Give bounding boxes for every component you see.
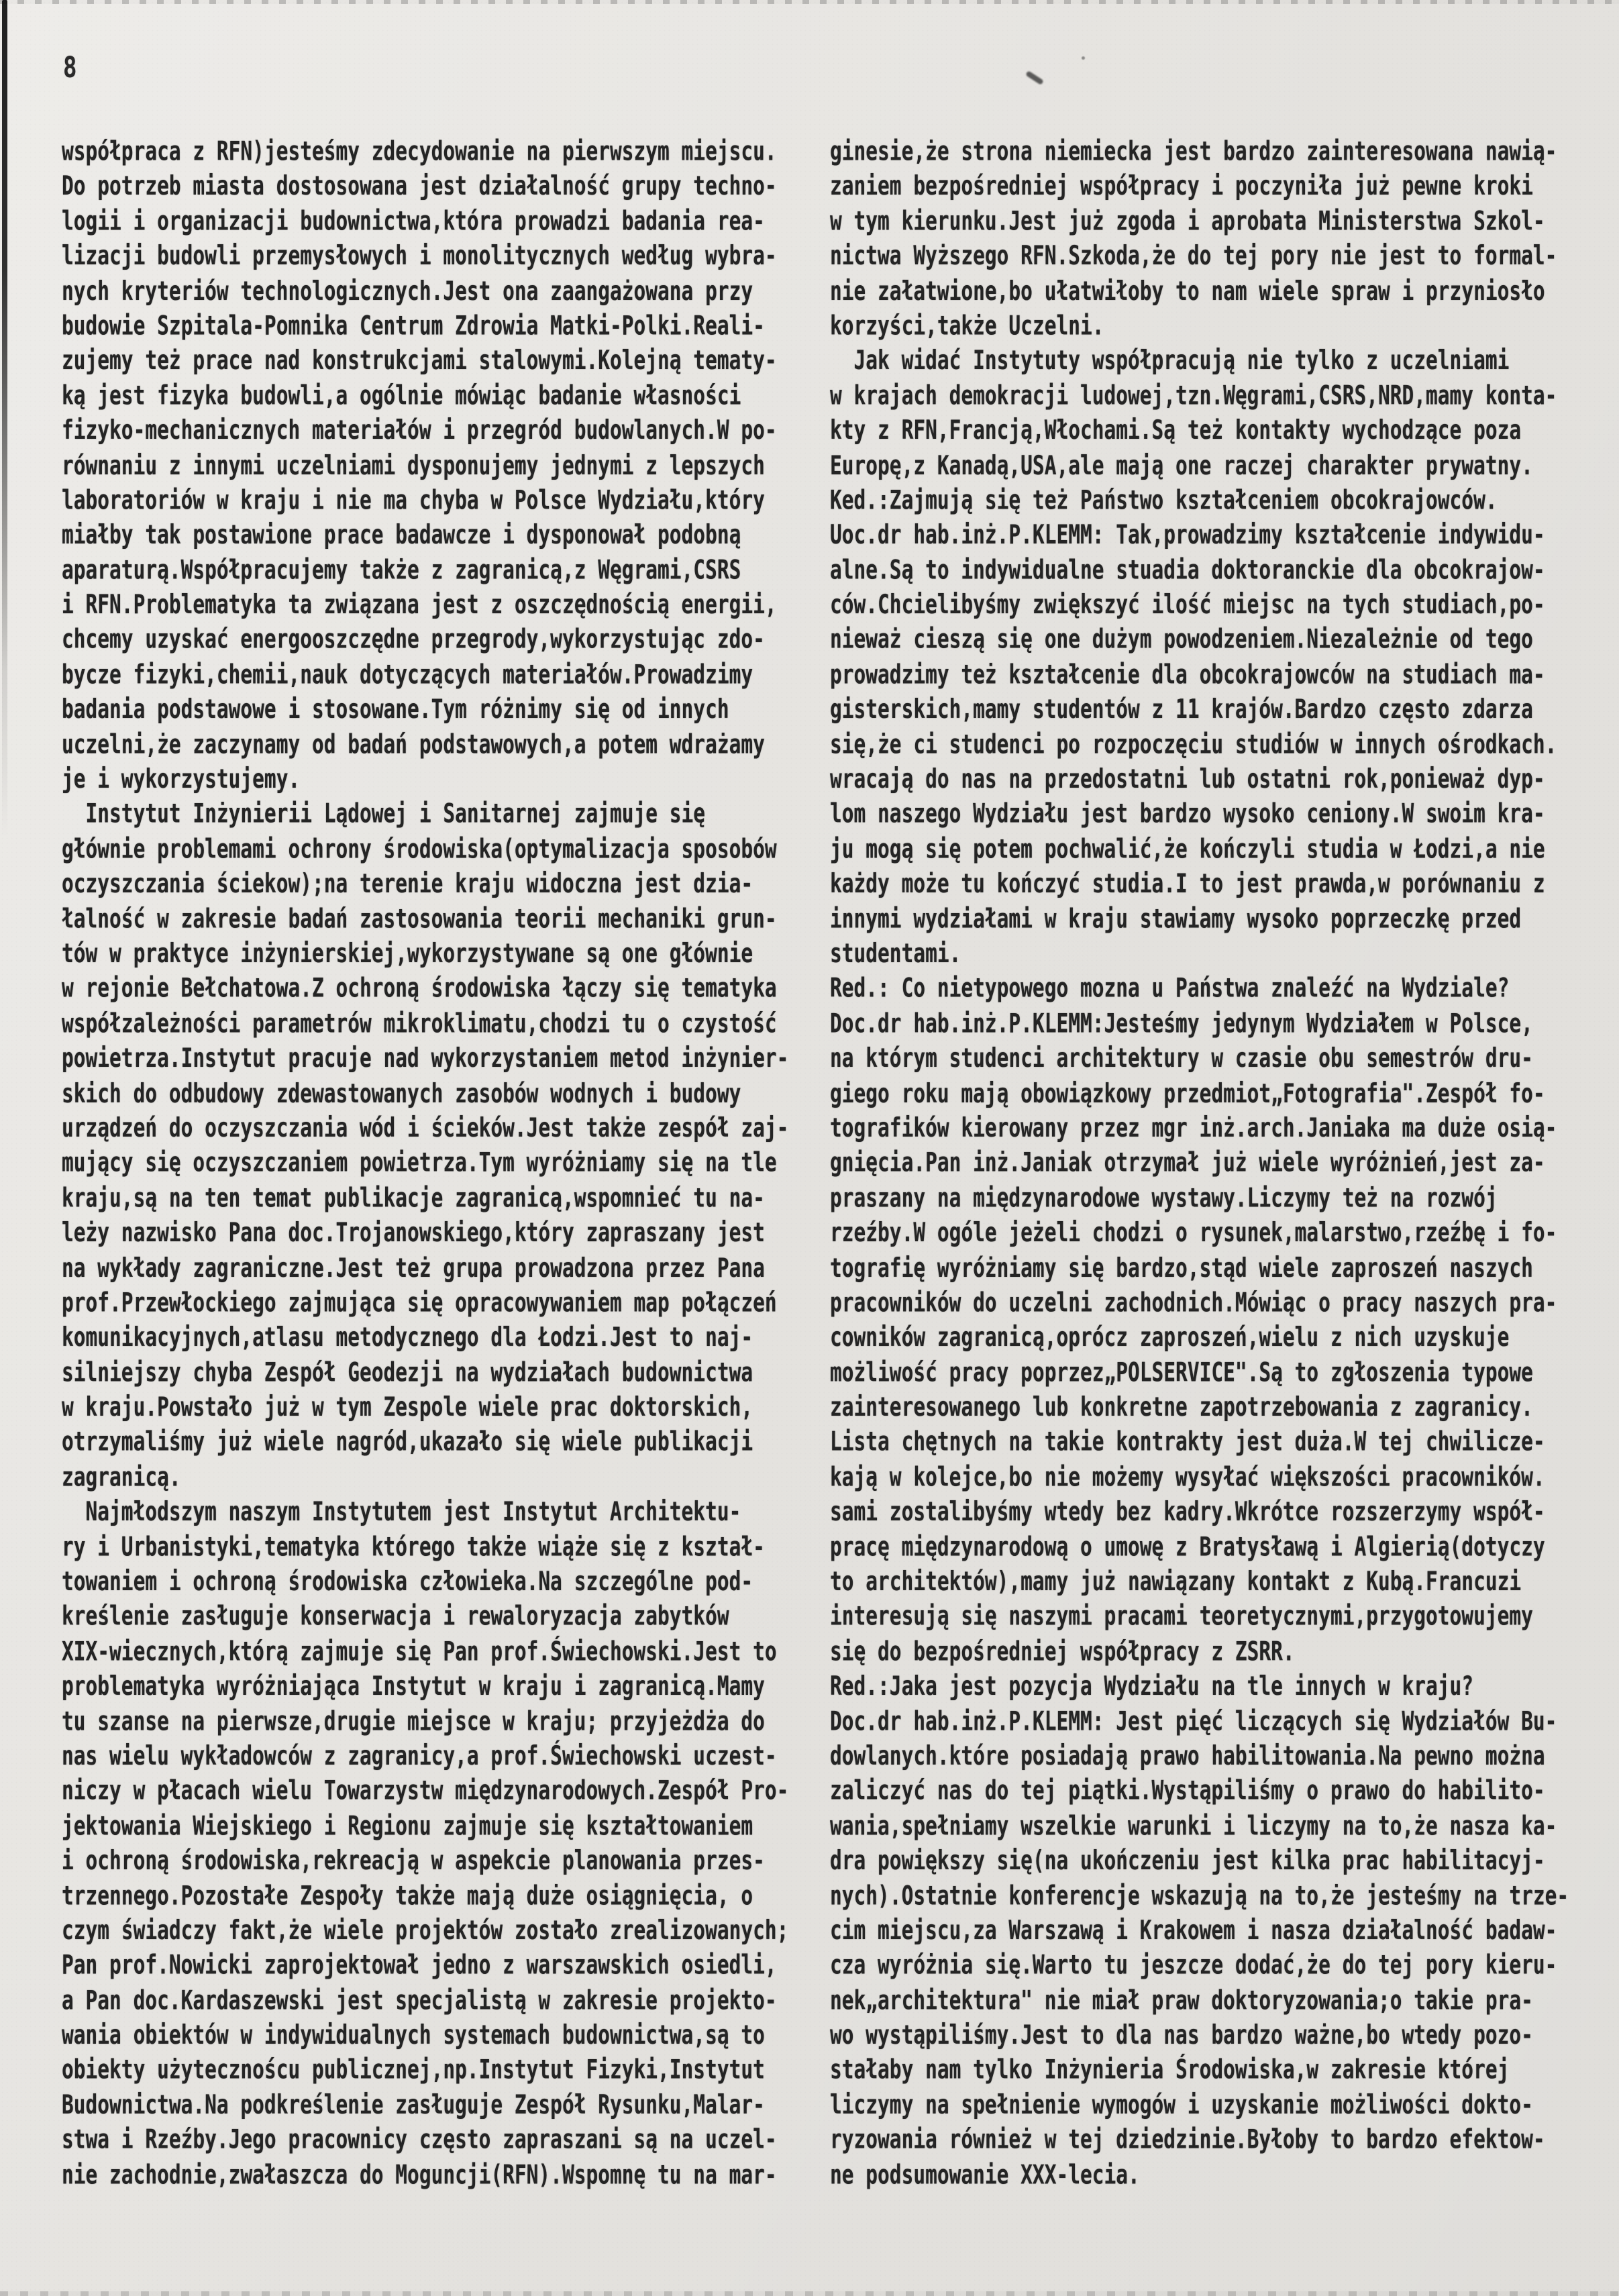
text-line: tografię wyróżniamy się bardzo,stąd wiele zaproszeń naszych [830, 1252, 1533, 1283]
text-line: Jak widać Instytuty współpracują nie tylko z uczelniami [830, 345, 1510, 376]
text-line: ne podsumowanie XXX-lecia. [830, 2159, 1140, 2190]
text-line: się do bezpośredniej współpracy z ZSRR. [830, 1636, 1295, 1667]
text-line: prof.Przewłockiego zajmująca się opracowywaniem map połączeń [62, 1287, 777, 1318]
text-line: współpraca z RFN)jesteśmy zdecydowanie na pierwszym miejscu. [62, 136, 777, 166]
text-line: lizacji budowli przemysłowych i monolitycznych według wybra- [62, 240, 777, 271]
text-line: w krajach demokracji ludowej,tzn.Węgrami,CSRS,NRD,mamy konta- [830, 380, 1557, 411]
text-line: chcemy uzyskać energooszczędne przegrody,wykorzystując zdo- [62, 624, 765, 655]
text-line: nych).Ostatnie konferencje wskazują na to,że jesteśmy na trze- [830, 1880, 1569, 1911]
text-line: Doc.dr hab.inż.P.KLEMM: Jest pięć liczących się Wydziałów Bu- [830, 1706, 1557, 1736]
text-line: Instytut Inżynierii Lądowej i Sanitarnej zajmuje się [62, 798, 706, 829]
text-line: kraju,są na ten temat publikacje zagranicą,wspomnieć tu na- [62, 1182, 765, 1213]
text-line: cza wyróżnia się.Warto tu jeszcze dodać,że do tej pory kieru- [830, 1950, 1557, 1981]
text-line: stałaby nam tylko Inżynieria Środowiska,w zakresie której [830, 2054, 1510, 2085]
text-line: się,że ci studenci po rozpoczęciu studiów w innych ośrodkach. [830, 729, 1557, 760]
text-line: obiekty użytecznoścu publicznej,np.Instytut Fizyki,Instytut [62, 2054, 765, 2085]
ink-dot-artifact [1082, 56, 1085, 60]
ink-mark-artifact [1025, 70, 1044, 85]
text-line: praszany na międzynarodowe wystawy.Liczymy też na rozwój [830, 1182, 1498, 1213]
text-line: nieważ cieszą się one dużym powodzeniem.Niezależnie od tego [830, 624, 1533, 655]
text-line: wania obiektów w indywidualnych systemach budownictwa,są to [62, 2020, 765, 2050]
text-line: giego roku mają obowiązkowy przedmiot„Fotografia".Zespół fo- [830, 1078, 1545, 1108]
text-line: sami zostalibyśmy wtedy bez kadry.Wkrótce rozszerzymy współ- [830, 1496, 1545, 1527]
text-line: uczelni,że zaczynamy od badań podstawowych,a potem wdrażamy [62, 729, 765, 760]
text-line: miałby tak postawione prace badawcze i dysponował podobną [62, 519, 741, 550]
text-line: kreślenie zasługuje konserwacja i rewaloryzacja zabytków [62, 1601, 729, 1632]
text-line: Pan prof.Nowicki zaprojektował jedno z warszawskich osiedli, [62, 1950, 777, 1981]
text-line: niczy w płacach wielu Towarzystw międzynarodowych.Zespół Pro- [62, 1775, 789, 1806]
text-line: nek„architektura" nie miał praw doktoryzowania;o takie pra- [830, 1985, 1533, 2016]
text-line: XIX-wiecznych,którą zajmuje się Pan prof.Świechowski.Jest to [62, 1636, 777, 1667]
text-line: silniejszy chyba Zespół Geodezji na wydziałach budownictwa [62, 1357, 753, 1388]
text-line: gisterskich,mamy studentów z 11 krajów.Bardzo często zdarza [830, 694, 1533, 725]
text-line: Ked.:Zajmują się też Państwo kształceniem obcokrajowców. [830, 484, 1498, 515]
text-line: ginesie,że strona niemiecka jest bardzo zainteresowana nawią- [830, 136, 1557, 166]
text-line: otrzymaliśmy już wiele nagród,ukazało się wiele publikacji [62, 1426, 753, 1457]
text-line: równaniu z innymi uczelniami dysponujemy jednymi z lepszych [62, 450, 765, 480]
text-line: nie załatwione,bo ułatwiłoby to nam wiele spraw i przyniosło [830, 275, 1545, 306]
text-line: w kraju.Powstało już w tym Zespole wiele prac doktorskich, [62, 1392, 753, 1422]
text-line: fizyko-mechanicznych materiałów i przegród budowlanych.W po- [62, 415, 777, 446]
text-line: nie zachodnie,zwałaszcza do Moguncji(RFN).Wspomnę tu na mar- [62, 2159, 777, 2190]
text-line: zaniem bezpośredniej współpracy i poczyniła już pewne kroki [830, 170, 1533, 201]
text-line: rzeźby.W ogóle jeżeli chodzi o rysunek,malarstwo,rzeźbę i fo- [830, 1217, 1557, 1248]
text-line: dra powiększy się(na ukończeniu jest kilka prac habilitacyj- [830, 1845, 1545, 1876]
text-line: w rejonie Bełchatowa.Z ochroną środowiska łączy się tematyka [62, 973, 777, 1004]
text-line: nych kryteriów technologicznych.Jest ona zaangażowana przy [62, 275, 753, 306]
text-line: interesują się naszymi pracami teoretycznymi,przygotowujemy [830, 1601, 1533, 1632]
page-number: 8 [63, 51, 77, 85]
text-line: logii i organizacji budownictwa,która prowadzi badania rea- [62, 205, 765, 236]
text-line: je i wykorzystujemy. [62, 764, 301, 794]
text-line: wania,spełniamy wszelkie warunki i liczymy na to,że nasza ka- [830, 1810, 1557, 1841]
text-line: Uoc.dr hab.inż.P.KLEMM: Tak,prowadzimy kształcenie indywidu- [830, 519, 1545, 550]
text-line: Red.:Jaka jest pozycja Wydziału na tle innych w kraju? [830, 1671, 1474, 1702]
text-line: zagranicą. [62, 1461, 181, 1492]
text-line: Europę,z Kanadą,USA,ale mają one raczej charakter prywatny. [830, 450, 1533, 480]
text-line: tografików kierowany przez mgr inż.arch.Janiaka ma duże osią- [830, 1112, 1557, 1143]
text-line: pracę międzynarodową o umowę z Bratysławą i Algierią(dotyczy [830, 1531, 1545, 1562]
text-line: innymi wydziałami w kraju stawiamy wysoko poprzeczkę przed [830, 903, 1522, 934]
text-line: każdy może tu kończyć studia.I to jest prawda,w porównaniu z [830, 868, 1545, 899]
text-line: współzależności parametrów mikroklimatu,chodzi tu o czystość [62, 1008, 777, 1039]
text-line: korzyści,także Uczelni. [830, 310, 1104, 341]
text-line: oczyszczania ściekow);na terenie kraju widoczna jest dzia- [62, 868, 753, 899]
text-line: urządzeń do oczyszczania wód i ścieków.Jest także zespół zaj- [62, 1112, 789, 1143]
scan-edge-bottom [0, 2291, 1619, 2296]
text-line: ryzowania również w tej dziedzinie.Byłoby to bardzo efektow- [830, 2124, 1545, 2155]
text-line: powietrza.Instytut pracuje nad wykorzystaniem metod inżynier- [62, 1043, 789, 1074]
text-line: problematyka wyróżniająca Instytut w kraju i zagranicą.Mamy [62, 1671, 765, 1702]
text-line: łalność w zakresie badań zastosowania teorii mechaniki grun- [62, 903, 777, 934]
text-line: ką jest fizyka budowli,a ogólnie mówiąc badanie własności [62, 380, 741, 411]
text-line: czym świadczy fakt,że wiele projektów zostało zrealizowanych; [62, 1915, 789, 1946]
text-line: zainteresowanego lub konkretne zapotrzebowania z zagranicy. [830, 1392, 1533, 1422]
text-line: budowie Szpitala-Pomnika Centrum Zdrowia Matki-Polki.Reali- [62, 310, 765, 341]
text-line: nas wielu wykładowców z zagranicy,a prof.Świechowski uczest- [62, 1740, 777, 1771]
text-line: leży nazwisko Pana doc.Trojanowskiego,który zapraszany jest [62, 1217, 765, 1248]
text-line: pracowników do uczelni zachodnich.Mówiąc o pracy naszych pra- [830, 1287, 1557, 1318]
text-line: Red.: Co nietypowego mozna u Państwa znaleźć na Wydziale? [830, 973, 1510, 1004]
text-line: mujący się oczyszczaniem powietrza.Tym wyróżniamy się na tle [62, 1147, 777, 1178]
text-line: to architektów),mamy już nawiązany kontakt z Kubą.Francuzi [830, 1566, 1522, 1597]
text-line: i RFN.Problematyka ta związana jest z oszczędnością energii, [62, 589, 777, 620]
text-line: wo wystąpiliśmy.Jest to dla nas bardzo ważne,bo wtedy pozo- [830, 2020, 1533, 2050]
text-line: badania podstawowe i stosowane.Tym różnimy się od innych [62, 694, 729, 725]
text-line: jektowania Wiejskiego i Regionu zajmuje się kształtowaniem [62, 1810, 753, 1841]
text-line: ju mogą się potem pochwalić,że kończyli studia w Łodzi,a nie [830, 833, 1545, 864]
text-line: na którym studenci architektury w czasie obu semestrów dru- [830, 1043, 1533, 1074]
text-line: skich do odbudowy zdewastowanych zasobów wodnych i budowy [62, 1078, 741, 1108]
text-line: dowlanych.które posiadają prawo habilitowania.Na pewno można [830, 1740, 1545, 1771]
text-line: aparaturą.Współpracujemy także z zagranicą,z Węgrami,CSRS [62, 554, 741, 585]
text-line: trzennego.Pozostałe Zespoły także mają duże osiągnięcia, o [62, 1880, 753, 1911]
text-line: liczymy na spełnienie wymogów i uzyskanie możliwości dokto- [830, 2089, 1533, 2120]
text-line: Budownictwa.Na podkreślenie zasługuje Zespół Rysunku,Malar- [62, 2089, 765, 2120]
text-line: alne.Są to indywidualne stuadia doktoranckie dla obcokrajow- [830, 554, 1545, 585]
text-line: laboratoriów w kraju i nie ma chyba w Polsce Wydziału,który [62, 484, 765, 515]
text-line: towaniem i ochroną środowiska człowieka.Na szczególne pod- [62, 1566, 753, 1597]
text-line: cowników zagranicą,oprócz zaproszeń,wielu z nich uzyskuje [830, 1322, 1510, 1353]
text-line: kają w kolejce,bo nie możemy wysyłać większości pracowników. [830, 1461, 1545, 1492]
text-line: głównie problemami ochrony środowiska(optymalizacja sposobów [62, 833, 777, 864]
text-line: tu szanse na pierwsze,drugie miejsce w kraju; przyjeżdża do [62, 1706, 765, 1736]
text-line: i ochroną środowiska,rekreacją w aspekcie planowania przes- [62, 1845, 765, 1876]
text-line: wracają do nas na przedostatni lub ostatni rok,ponieważ dyp- [830, 764, 1545, 794]
text-line: lom naszego Wydziału jest bardzo wysoko ceniony.W swoim kra- [830, 798, 1545, 829]
text-line: Doc.dr hab.inż.P.KLEMM:Jesteśmy jedynym Wydziałem w Polsce, [830, 1008, 1533, 1039]
text-line: kty z RFN,Francją,Włochami.Są też kontakty wychodzące poza [830, 415, 1522, 446]
text-line: ców.Chcielibyśmy zwiększyć ilość miejsc na tych studiach,po- [830, 589, 1545, 620]
text-line: zujemy też prace nad konstrukcjami stalowymi.Kolejną tematy- [62, 345, 777, 376]
text-line: bycze fizyki,chemii,nauk dotyczących materiałów.Prowadzimy [62, 659, 753, 690]
scan-edge-top [0, 0, 1619, 4]
text-line: cim miejscu,za Warszawą i Krakowem i nasza działalność badaw- [830, 1915, 1557, 1946]
text-line: w tym kierunku.Jest już zgoda i aprobata Ministerstwa Szkol- [830, 205, 1545, 236]
text-line: gnięcia.Pan inż.Janiak otrzymał już wiele wyróżnień,jest za- [830, 1147, 1545, 1178]
text-line: Najmłodszym naszym Instytutem jest Instytut Architektu- [62, 1496, 741, 1527]
text-line: Lista chętnych na takie kontrakty jest duża.W tej chwilicze- [830, 1426, 1545, 1457]
text-line: nictwa Wyższego RFN.Szkoda,że do tej pory nie jest to formal- [830, 240, 1557, 271]
text-line: komunikacyjnych,atlasu metodycznego dla Łodzi.Jest to naj- [62, 1322, 753, 1353]
text-line: stwa i Rzeźby.Jego pracownicy często zapraszani są na uczel- [62, 2124, 777, 2155]
text-line: a Pan doc.Kardaszewski jest specjalistą w zakresie projekto- [62, 1985, 777, 2016]
left-text-column [62, 134, 788, 2193]
text-line: prowadzimy też kształcenie dla obcokrajowców na studiach ma- [830, 659, 1545, 690]
text-line: możliwość pracy poprzez„POLSERVICE".Są to zgłoszenia typowe [830, 1357, 1533, 1388]
text-line: Do potrzeb miasta dostosowana jest działalność grupy techno- [62, 170, 777, 201]
text-line: tów w praktyce inżynierskiej,wykorzystywane są one głównie [62, 938, 753, 969]
text-line: ry i Urbanistyki,tematyka którego także wiąże się z kształ- [62, 1531, 765, 1562]
right-text-column [830, 134, 1569, 2193]
text-line: na wykłady zagraniczne.Jest też grupa prowadzona przez Pana [62, 1252, 765, 1283]
scan-edge-left [2, 0, 7, 839]
text-line: zaliczyć nas do tej piątki.Wystąpiliśmy o prawo do habilito- [830, 1775, 1545, 1806]
text-line: studentami. [830, 938, 961, 969]
